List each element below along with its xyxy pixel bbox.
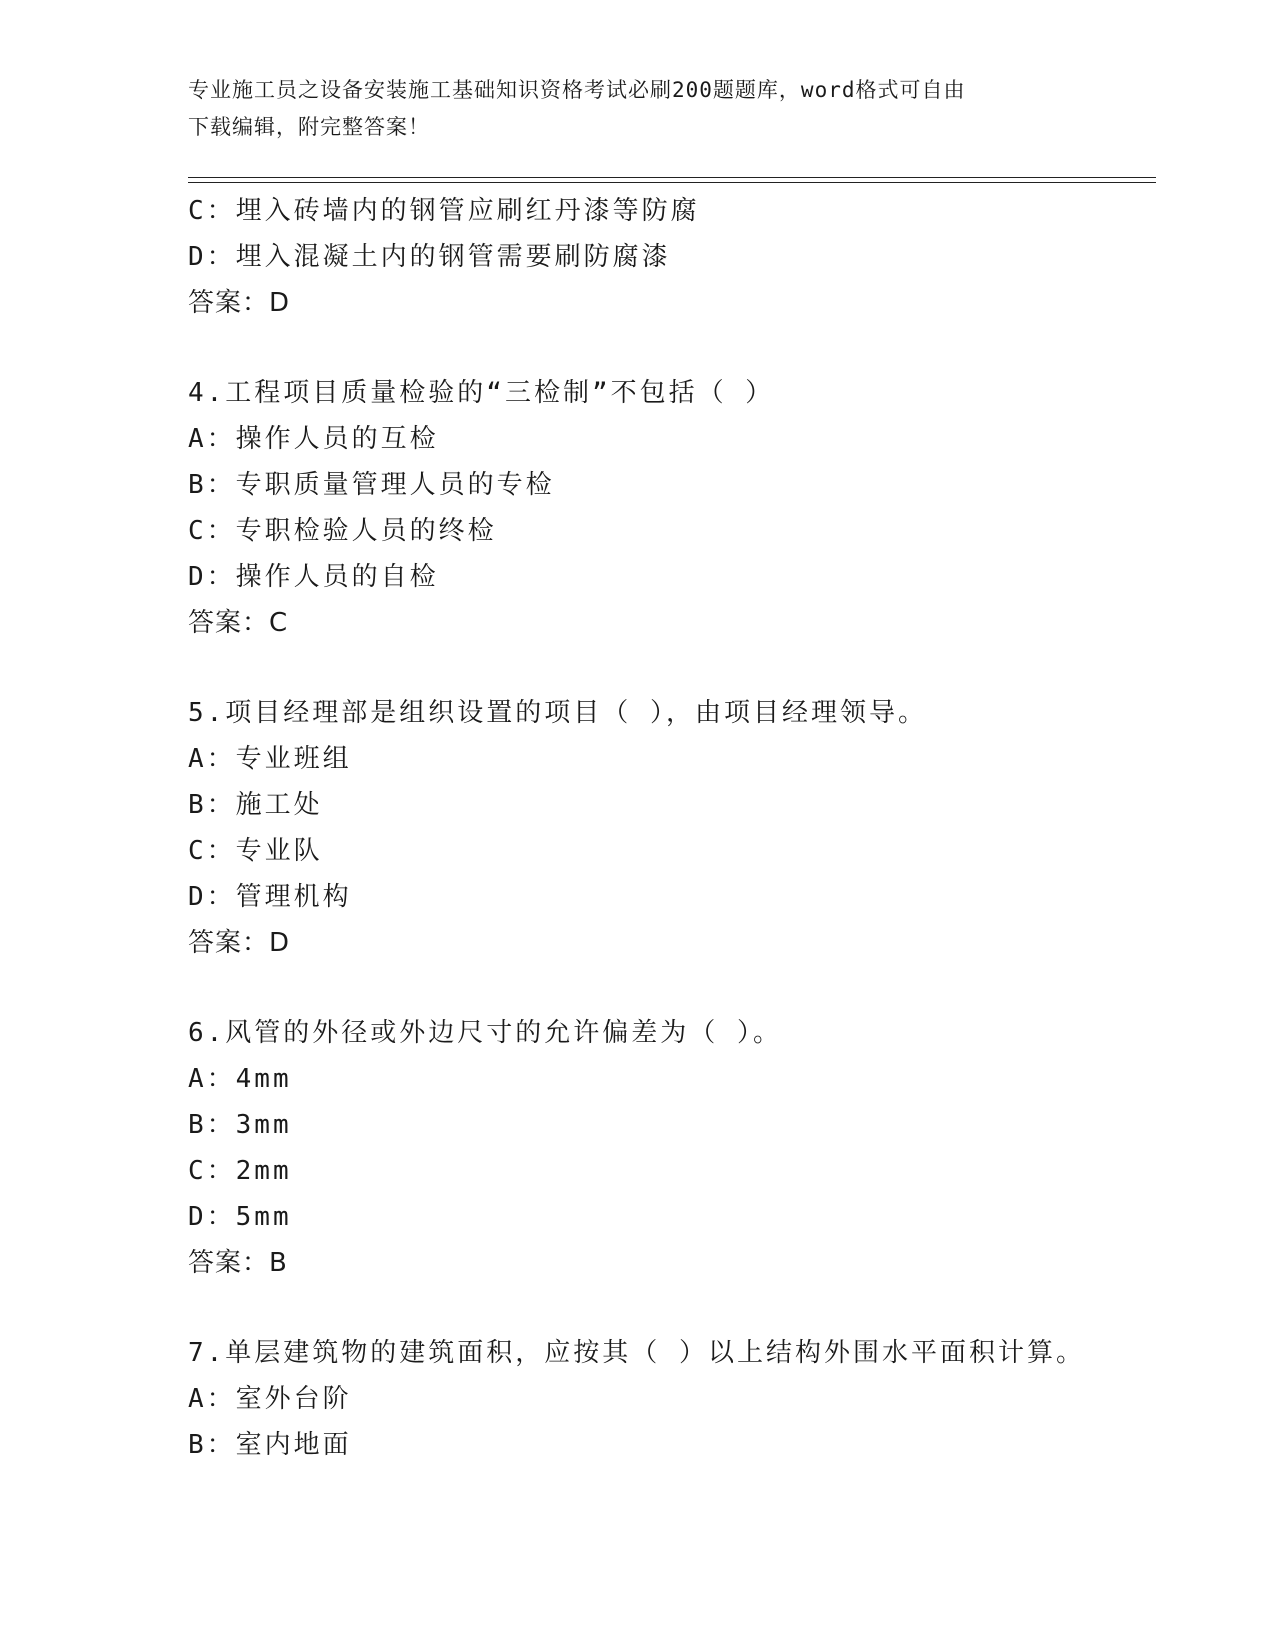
option-a: A：操作人员的互检 [188,424,439,454]
answer-text: 答案：D [188,928,291,958]
question-4 [188,370,1148,646]
option-b: B：施工处 [188,790,323,820]
question-5 [188,690,1148,966]
document-header [188,72,1088,146]
question-stem: 7.单层建筑物的建筑面积，应按其（ ）以上结构外围水平面积计算。 [188,1338,1085,1368]
option-a: A：室外台阶 [188,1384,352,1414]
spacer [188,326,1148,370]
question-3-tail [188,188,1148,326]
question-6 [188,1010,1148,1286]
option-a: A：4mm [188,1064,292,1094]
question-stem: 5.项目经理部是组织设置的项目（ ），由项目经理领导。 [188,698,927,728]
spacer [188,966,1148,1010]
header-divider-bottom [188,182,1156,183]
option-c: C：专业队 [188,836,323,866]
spacer [188,1286,1148,1330]
option-c: C：埋入砖墙内的钢管应刷红丹漆等防腐 [188,196,700,226]
option-d: D：埋入混凝土内的钢管需要刷防腐漆 [188,242,671,272]
option-d: D：管理机构 [188,882,352,912]
option-b: B：室内地面 [188,1430,352,1460]
option-c: C：2mm [188,1156,292,1186]
spacer [188,646,1148,690]
question-stem: 6.风管的外径或外边尺寸的允许偏差为（ ）。 [188,1018,782,1048]
header-title-line-2: 下载编辑，附完整答案！ [188,115,430,139]
question-list [188,188,1148,1468]
header-divider-top [188,177,1156,178]
option-d: D：操作人员的自检 [188,562,439,592]
option-b: B：专职质量管理人员的专检 [188,470,555,500]
header-title-line-1: 专业施工员之设备安装施工基础知识资格考试必刷200题题库，word格式可自由 [188,78,966,102]
option-a: A：专业班组 [188,744,352,774]
option-d: D：5mm [188,1202,292,1232]
answer-text: 答案：D [188,288,291,318]
answer-text: 答案：B [188,1248,288,1278]
option-b: B：3mm [188,1110,292,1140]
option-c: C：专职检验人员的终检 [188,516,497,546]
question-7 [188,1330,1148,1468]
question-stem: 4.工程项目质量检验的“三检制”不包括（ ） [188,378,775,408]
answer-text: 答案：C [188,608,289,638]
